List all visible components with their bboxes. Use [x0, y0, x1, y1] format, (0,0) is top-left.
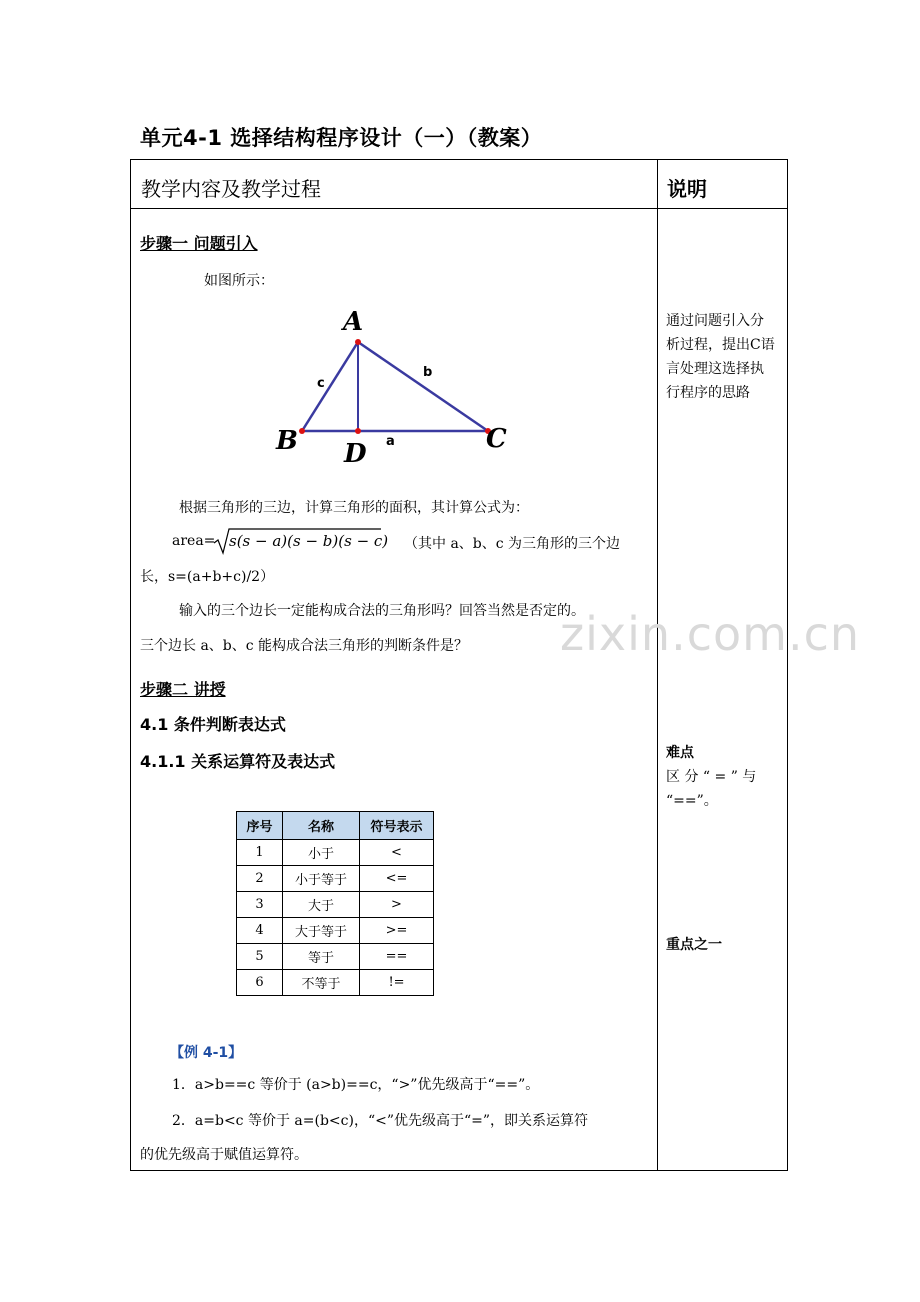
- point-d: [355, 428, 361, 434]
- label-D: D: [344, 439, 367, 465]
- cell-symbol: ==: [360, 944, 434, 970]
- example-label: 【例 4-1】: [170, 1045, 243, 1061]
- note-intro-line1: 通过问题引入分: [666, 313, 764, 329]
- cell-symbol: >: [360, 892, 434, 918]
- watermark: zixin.com.cn: [560, 607, 861, 661]
- label-side-c: c: [317, 376, 325, 391]
- cell-symbol: <=: [360, 866, 434, 892]
- label-A: A: [343, 307, 364, 337]
- header-divider: [130, 208, 788, 209]
- formula-intro-text: 根据三角形的三边，计算三角形的面积，其计算公式为：: [179, 500, 529, 516]
- table-row: [237, 840, 434, 866]
- note-key-point: 重点之一: [666, 937, 722, 953]
- figure-intro: 如图所示：: [204, 273, 274, 289]
- cell-index: 2: [237, 866, 283, 892]
- point-b: [299, 428, 305, 434]
- label-side-a: a: [386, 434, 395, 449]
- column-divider: [657, 159, 658, 1171]
- cell-name: 等于: [283, 944, 360, 970]
- side-b-line: [358, 342, 488, 431]
- cell-symbol: >=: [360, 918, 434, 944]
- cell-index: 1: [237, 840, 283, 866]
- table-row: [237, 970, 434, 996]
- section-4-1: 4.1 条件判断表达式: [140, 715, 286, 734]
- point-a: [355, 339, 361, 345]
- question-line2: 三个边长 a、b、c 能构成合法三角形的判断条件是？: [140, 638, 469, 654]
- example-line1: 1．a>b==c 等价于 (a>b)==c，“>”优先级高于“==”。: [172, 1077, 540, 1093]
- table-row: [237, 892, 434, 918]
- col-header-symbol: 符号表示: [360, 812, 434, 840]
- note-difficulty: [666, 741, 784, 813]
- difficulty-line2: “==”。: [666, 793, 718, 809]
- question-line1: 输入的三个边长一定能构成合法的三角形吗？回答当然是否定的。: [179, 603, 585, 619]
- table-row: [237, 944, 434, 970]
- document-title: 单元4-1 选择结构程序设计（一）（教案）: [140, 126, 543, 150]
- step2-heading: 步骤二 讲授: [140, 680, 226, 699]
- section-4-1-1: 4.1.1 关系运算符及表达式: [140, 752, 336, 771]
- formula-body: s(s − a)(s − b)(s − c): [229, 532, 389, 550]
- label-C: C: [486, 424, 507, 454]
- table-row: [237, 866, 434, 892]
- note-intro: [666, 309, 784, 405]
- cell-symbol: <: [360, 840, 434, 866]
- cell-name: 小于: [283, 840, 360, 866]
- cell-index: 6: [237, 970, 283, 996]
- column-header-notes: 说明: [667, 177, 707, 201]
- note-intro-line2: 析过程，提出C语: [666, 337, 775, 353]
- col-header-name: 名称: [283, 812, 360, 840]
- cell-index: 5: [237, 944, 283, 970]
- formula-note-cont: 长，s=(a+b+c)/2）: [140, 569, 275, 585]
- label-B: B: [276, 426, 298, 456]
- cell-name: 不等于: [283, 970, 360, 996]
- cell-name: 大于: [283, 892, 360, 918]
- formula-prefix: area=: [172, 533, 216, 549]
- cell-name: 大于等于: [283, 918, 360, 944]
- column-header-content: 教学内容及教学过程: [141, 177, 321, 201]
- difficulty-line1: 区 分 “ = ” 与: [666, 769, 757, 785]
- example-line2: 2．a=b<c 等价于 a=(b<c)，“<”优先级高于“=”，即关系运算符: [172, 1113, 589, 1129]
- cell-name: 小于等于: [283, 866, 360, 892]
- cell-index: 3: [237, 892, 283, 918]
- relational-operators-table: [236, 811, 434, 996]
- table-row: [237, 918, 434, 944]
- example-line2-cont: 的优先级高于赋值运算符。: [140, 1147, 308, 1163]
- difficulty-label: 难点: [666, 745, 694, 761]
- label-side-b: b: [423, 365, 433, 380]
- step1-heading: 步骤一 问题引入: [140, 234, 258, 253]
- side-c-line: [302, 342, 358, 431]
- col-header-index: 序号: [237, 812, 283, 840]
- formula-note: （其中 a、b、c 为三角形的三个边: [404, 536, 621, 552]
- note-intro-line3: 言处理这选择执: [666, 361, 764, 377]
- cell-symbol: !=: [360, 970, 434, 996]
- cell-index: 4: [237, 918, 283, 944]
- note-intro-line4: 行程序的思路: [666, 385, 750, 401]
- triangle-figure: [268, 305, 528, 465]
